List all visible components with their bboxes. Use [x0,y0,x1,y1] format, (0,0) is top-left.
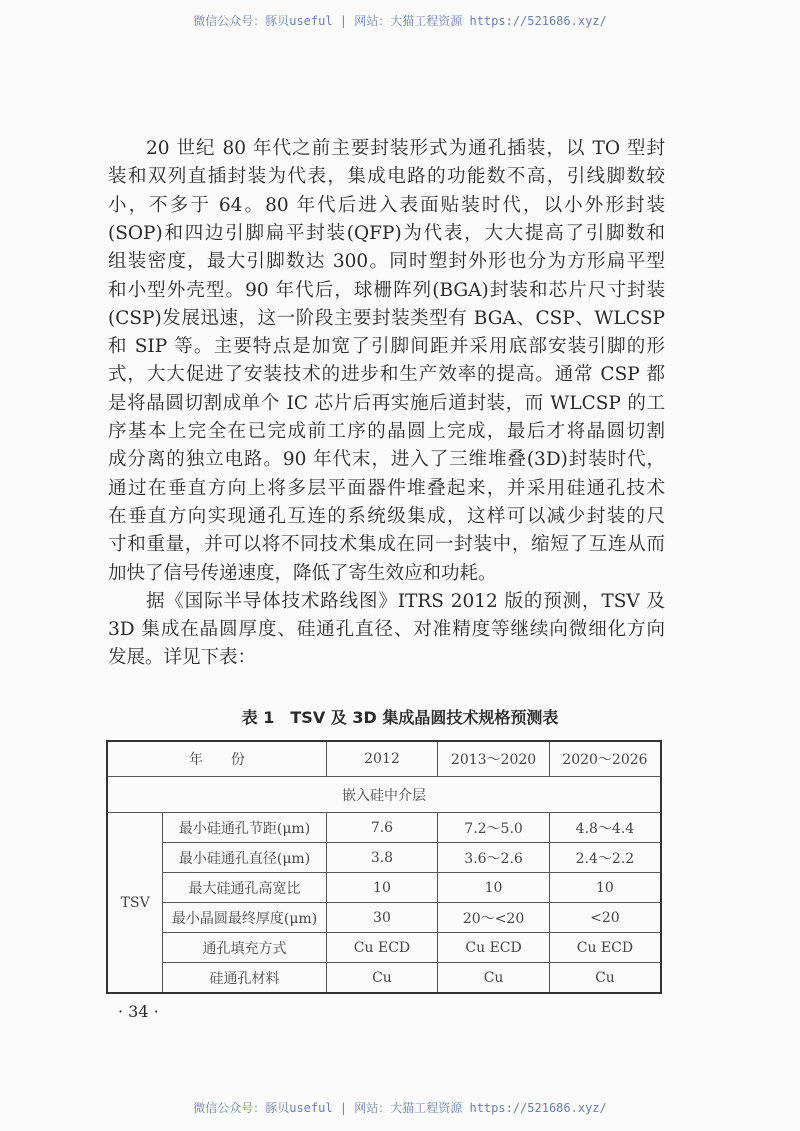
page-number: · 34 · [118,1002,159,1021]
table-row [107,903,661,933]
row-label: 最大硅通孔高宽比 [163,873,326,903]
watermark-header: 微信公众号：豚贝useful | 网站：大猫工程资源 https://521686.xyz/ [193,14,607,28]
row-label: 最小硅通孔节距(μm) [163,813,326,843]
text-line: 3D 集成在晶圆厚度、硅通孔直径、对准精度等继续向微细化方向 [108,619,665,641]
text-line: 据《国际半导体技术路线图》ITRS 2012 版的预测，TSV 及 [146,590,665,612]
text-line: 装和双列直插封装为代表，集成电路的功能数不高，引线脚数较 [108,166,665,188]
table-row [107,933,661,963]
text-line: 和 SIP 等。主要特点是加宽了引脚间距并采用底部安装引脚的形 [108,336,665,358]
table-cell: 10 [326,873,438,903]
text-line: 加快了信号传递速度，降低了寄生效应和功耗。 [108,562,497,584]
header-year: 年 份 [107,741,326,777]
table-cell: 30 [326,903,438,933]
table-cell: 10 [549,873,661,903]
table-cell: <20 [549,903,661,933]
table-cell: Cu [438,963,550,994]
header-cell: 2012 [326,741,438,777]
row-label: 最小硅通孔直径(μm) [163,843,326,873]
text-line: 成分离的独立电路。90 年代末，进入了三维堆叠(3D)封装时代， [108,449,665,471]
table-cell: 3.8 [326,843,438,873]
text-line: 20 世纪 80 年代之前主要封装形式为通孔插装，以 TO 型封 [146,138,665,159]
text-line: 寸和重量，并可以将不同技术集成在同一封装中，缩短了互连从而 [108,534,665,556]
table-cell: Cu [326,963,438,994]
watermark-footer: 微信公众号：豚贝useful | 网站：大猫工程资源 https://521686.xyz/ [193,1101,607,1115]
row-label: 最小晶圆最终厚度(μm) [163,903,326,933]
text-line: (CSP)发展迅速，这一阶段主要封装类型有 BGA、CSP、WLCSP [108,307,665,329]
text-line: 通过在垂直方向上将多层平面器件堆叠起来，并采用硅通孔技术 [108,477,665,499]
table-row [107,813,661,843]
table-cell: Cu [549,963,661,994]
table-cell: 20～<20 [438,903,550,933]
group-label: TSV [107,813,163,994]
row-label: 硅通孔材料 [163,963,326,994]
table-cell: Cu ECD [326,933,438,963]
table-caption: 表 1 TSV 及 3D 集成晶圆技术规格预测表 [241,708,559,727]
table-cell: Cu ECD [549,933,661,963]
text-line: 组装密度，最大引脚数达 300。同时塑封外形也分为方形扁平型 [108,251,665,273]
table-row [107,843,661,873]
row-label: 通孔填充方式 [163,933,326,963]
text-line: 和小型外壳型。90 年代后，球栅阵列(BGA)封装和芯片尺寸封装 [108,279,665,301]
spec-table [106,740,662,994]
text-line: 发展。详见下表： [108,647,257,669]
header-cell: 2013～2020 [438,741,550,777]
text-line: (SOP)和四边引脚扁平封装(QFP)为代表，大大提高了引脚数和 [108,222,665,244]
table-cell: Cu ECD [438,933,550,963]
text-line: 是将晶圆切割成单个 IC 芯片后再实施后道封装，而 WLCSP 的工 [108,392,665,414]
table-row [107,963,661,994]
table-row [107,873,661,903]
table-cell: 7.2～5.0 [438,813,550,843]
text-line: 式，大大促进了安装技术的进步和生产效率的提高。通常 CSP 都 [108,364,665,386]
table-header-row [107,741,661,777]
table-section-row [107,777,661,813]
text-line: 小，不多于 64。80 年代后进入表面贴装时代，以小外形封装 [108,194,665,216]
header-cell: 2020～2026 [549,741,661,777]
table-cell: 2.4～2.2 [549,843,661,873]
table-cell: 3.6～2.6 [438,843,550,873]
table-cell: 4.8～4.4 [549,813,661,843]
table-cell: 10 [438,873,550,903]
table-cell: 7.6 [326,813,438,843]
text-line: 序基本上完全在已完成前工序的晶圆上完成，最后才将晶圆切割 [108,421,665,442]
text-line: 在垂直方向实现通孔互连的系统级集成，这样可以减少封装的尺 [108,505,665,527]
section-label: 嵌入硅中介层 [107,777,661,813]
